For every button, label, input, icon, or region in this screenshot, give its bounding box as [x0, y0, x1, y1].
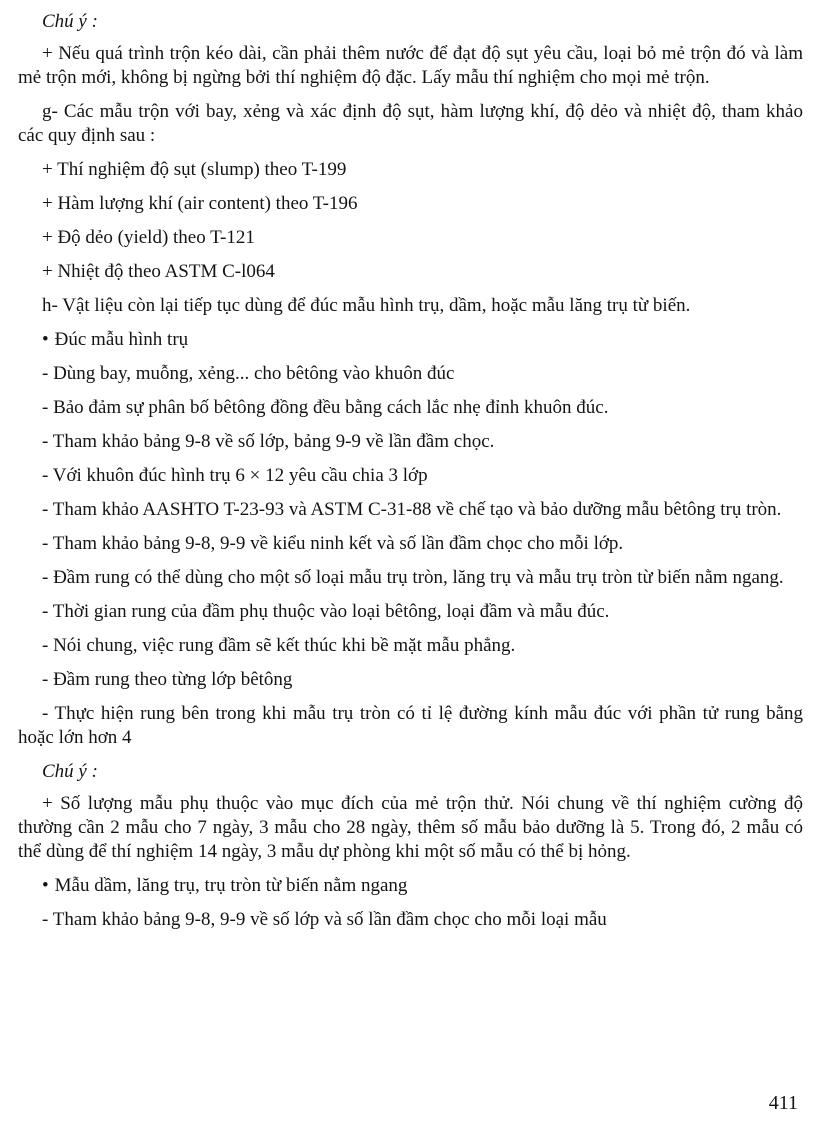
page-number: 411: [768, 1092, 798, 1114]
document-page: [18, 10, 803, 942]
list-item: - Tham khảo AASHTO T-23-93 và ASTM C-31-88 về chế tạo và bảo dưỡng mẫu bêtông trụ tròn.: [42, 499, 782, 520]
list-item: - Với khuôn đúc hình trụ 6 × 12 yêu cầu chia 3 lớp: [42, 465, 428, 486]
list-item: - Thời gian rung của đầm phụ thuộc vào loại bêtông, loại đầm và mẫu đúc.: [42, 601, 610, 622]
paragraph: + Thí nghiệm độ sụt (slump) theo T-199: [42, 159, 347, 180]
paragraph: + Số lượng mẫu phụ thuộc vào mục đích của mẻ trộn thử. Nói chung về thí nghiệm cường độ thường cần 2 mẫu cho 7 ngày, 3 mẫu cho 28 ngày, thêm số mẫu bảo dưỡng là 5. Trong đó, 2 mẫu có thể dùng để thí nghiệm 14 ngày, 3 mẫu dự phòng khi một số mẫu có thể bị hỏng.: [18, 793, 803, 862]
list-item: - Thực hiện rung bên trong khi mẫu trụ tròn có tỉ lệ đường kính mẫu đúc với phần tử rung bằng hoặc lớn hơn 4: [18, 703, 803, 748]
paragraph: h- Vật liệu còn lại tiếp tục dùng để đúc mẫu hình trụ, dầm, hoặc mẫu lăng trụ từ biến.: [42, 295, 691, 316]
note-label: Chú ý :: [42, 11, 98, 32]
paragraph: + Nhiệt độ theo ASTM C-l064: [42, 261, 275, 282]
paragraph: + Nếu quá trình trộn kéo dài, cần phải thêm nước để đạt độ sụt yêu cầu, loại bỏ mẻ trộn đó và làm mẻ trộn mới, không bị ngừng bởi thí nghiệm độ đặc. Lấy mẫu thí nghiệm cho mọi mẻ trộn.: [18, 43, 803, 88]
bullet-heading: • Đúc mẫu hình trụ: [18, 328, 803, 352]
list-item: - Tham khảo bảng 9-8 về số lớp, bảng 9-9 về lần đầm chọc.: [42, 431, 495, 452]
list-item: - Tham khảo bảng 9-8, 9-9 về kiểu ninh kết và số lần đầm chọc cho mỗi lớp.: [42, 533, 624, 554]
list-item: - Nói chung, việc rung đầm sẽ kết thúc khi bề mặt mẫu phẳng.: [42, 635, 516, 656]
list-item: - Đầm rung theo từng lớp bêtông: [42, 669, 293, 690]
list-item: - Bảo đảm sự phân bố bêtông đồng đều bằng cách lắc nhẹ đỉnh khuôn đúc.: [42, 397, 609, 418]
list-item: - Đầm rung có thể dùng cho một số loại mẫu trụ tròn, lăng trụ và mẫu trụ tròn từ biến nằm ngang.: [42, 567, 784, 588]
list-item: - Dùng bay, muỗng, xẻng... cho bêtông vào khuôn đúc: [42, 363, 455, 384]
paragraph: + Độ dẻo (yield) theo T-121: [42, 227, 255, 248]
paragraph: + Hàm lượng khí (air content) theo T-196: [42, 193, 358, 214]
paragraph: g- Các mẫu trộn với bay, xẻng và xác định độ sụt, hàm lượng khí, độ dẻo và nhiệt độ, tham khảo các quy định sau :: [18, 101, 803, 146]
bullet-heading: • Mẫu dầm, lăng trụ, trụ tròn từ biến nằm ngang: [18, 874, 803, 898]
note-label: Chú ý :: [42, 761, 98, 782]
list-item: - Tham khảo bảng 9-8, 9-9 về số lớp và số lần đầm chọc cho mỗi loại mẫu: [42, 909, 607, 930]
